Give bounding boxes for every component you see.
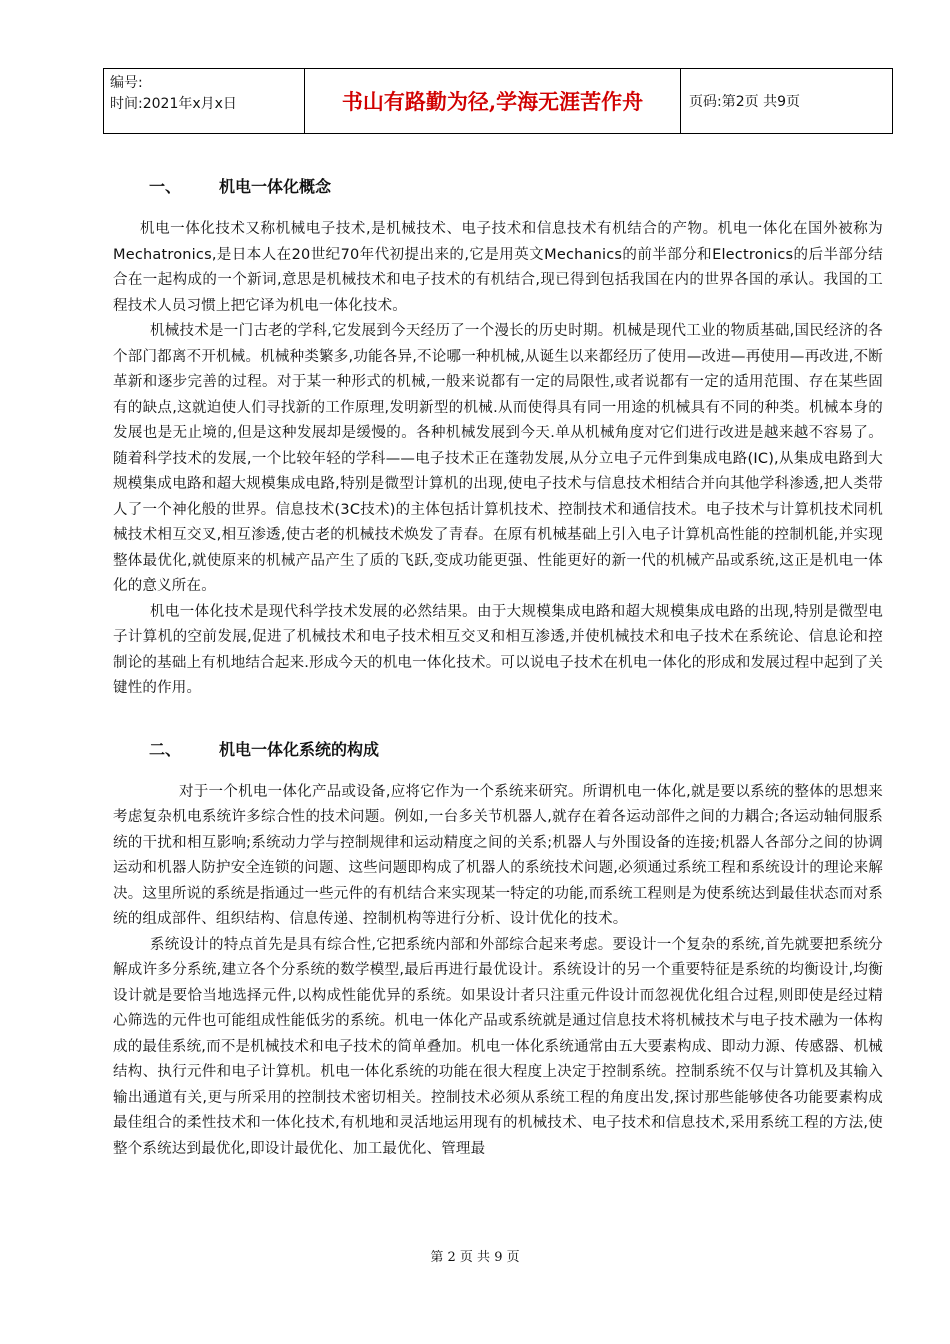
header-page-number: 页码:第2页 共9页: [689, 94, 800, 110]
header-meta-cell: [104, 69, 305, 133]
paragraph: 对于一个机电一体化产品或设备,应将它作为一个系统来研究。所谓机电一体化,就是要以系统的整体的思想来考虑复杂机电系统许多综合性的技术问题。例如,一台多关节机器人,就存在着各运动部件之间的力耦合;各运动轴伺服系统的干扰和相互影响;系统动力学与控制规律和运动精度之间的关系;机器人与外围设备的连接;机器人各部分之间的协调运动和机器人防护安全连锁的问题、这些问题即构成了机器人的系统技术问题,必须通过系统工程和系统设计的理论来解决。这里所说的系统是指通过一些元件的有机结合来实现某一特定的功能,而系统工程则是为使系统达到最佳状态而对系统的组成部件、组织结构、信息传递、控制机构等进行分析、设计优化的技术。: [113, 783, 883, 927]
header-motto: 书山有路勤为径,学海无涯苦作舟: [305, 69, 681, 133]
section-title: 机电一体化概念: [219, 177, 332, 196]
document-header: [103, 68, 893, 134]
section-number: 二、: [149, 739, 182, 759]
paragraph: 机械技术是一门古老的学科,它发展到今天经历了一个漫长的历史时期。机械是现代工业的物质基础,国民经济的各个部门都离不开机械。机械种类繁多,功能各异,不论哪一种机械,从诞生以来都经历了使用—改进—再使用—再改进,不断革新和逐步完善的过程。对于某一种形式的机械,一般来说都有一定的局限性,或者说都有一定的适用范围、存在某些固有的缺点,这就迫使人们寻找新的工作原理,发明新型的机械.从而使得具有同一用途的机械具有不同的种类。机械本身的发展也是无止境的,但是这种发展却是缓慢的。各种机械发展到今天.单从机械角度对它们进行改进是越来越不容易了。随着科学技术的发展,一个比较年轻的学科——电子技术正在蓬勃发展,从分立电子元件到集成电路(IC),从集成电路到大规模集成电路和超大规模集成电路,特别是微型计算机的出现,使电子技术与信息技术相结合并向其他学科渗透,把人类带人了一个神化般的世界。信息技术(3C技术)的主体包括计算机技术、控制技术和通信技术。电子技术与计算机技术同机械技术相互交叉,相互渗透,使古老的机械技术焕发了青春。在原有机械基础上引入电子计算机高性能的控制机能,并实现整体最优化,就使原来的机械产品产生了质的飞跃,变成功能更强、性能更好的新一代的机械产品或系统,这正是机电一体化的意义所在。: [113, 323, 883, 594]
document-time-label: 时间:2021年x月x日: [110, 96, 237, 112]
paragraph: 机电一体化技术是现代科学技术发展的必然结果。由于大规模集成电路和超大规模集成电路的出现,特别是微型电子计算机的空前发展,促进了机械技术和电子技术相互交叉和相互渗透,并使机械技术和电子技术在系统论、信息论和控制论的基础上有机地结合起来.形成今天的机电一体化技术。可以说电子技术在机电一体化的形成和发展过程中起到了关键性的作用。: [113, 603, 883, 696]
document-number-label: 编号:: [110, 75, 143, 91]
section-heading: [113, 737, 883, 760]
section-title: 机电一体化系统的构成: [219, 739, 380, 759]
page-footer: 第 2 页 共 9 页: [430, 1250, 520, 1265]
section-heading: [113, 174, 883, 197]
paragraph: 系统设计的特点首先是具有综合性,它把系统内部和外部综合起来考虑。要设计一个复杂的系统,首先就要把系统分解成许多分系统,建立各个分系统的数学模型,最后再进行最优设计。系统设计的另一个重要特征是系统的均衡设计,均衡设计就是要恰当地选择元件,以构成性能优异的系统。如果设计者只注重元件设计而忽视优化组合过程,则即使是经过精心筛选的元件也可能组成性能低劣的系统。机电一体化产品或系统就是通过信息技术将机械技术与电子技术融为一体构成的最佳系统,而不是机械技术和电子技术的简单叠加。机电一体化系统通常由五大要素构成、即动力源、传感器、机械结构、执行元件和电子计算机。机电一体化系统的功能在很大程度上决定于控制系统。控制系统不仅与计算机及其输入输出通道有关,更与所采用的控制技术密切相关。控制技术必须从系统工程的角度出发,探讨那些能够使各功能要素构成最佳组合的柔性技术和一体化技术,有机地和灵活地运用现有的机械技术、电子技术和信息技术,采用系统工程的方法,使整个系统达到最优化,即设计最优化、加工最优化、管理最: [113, 936, 883, 1157]
document-body: [113, 150, 883, 1162]
section-number: 一、: [149, 177, 182, 196]
paragraph: 机电一体化技术又称机械电子技术,是机械技术、电子技术和信息技术有机结合的产物。机电一体化在国外被称为Mechatronics,是日本人在20世纪70年代初提出来的,它是用英文Mechanics的前半部分和Electronics的后半部分结合在一起构成的一个新词,意思是机械技术和电子技术的有机结合,现已得到包括我国在内的世界各国的承认。我国的工程技术人员习惯上把它译为机电一体化技术。: [113, 221, 883, 314]
